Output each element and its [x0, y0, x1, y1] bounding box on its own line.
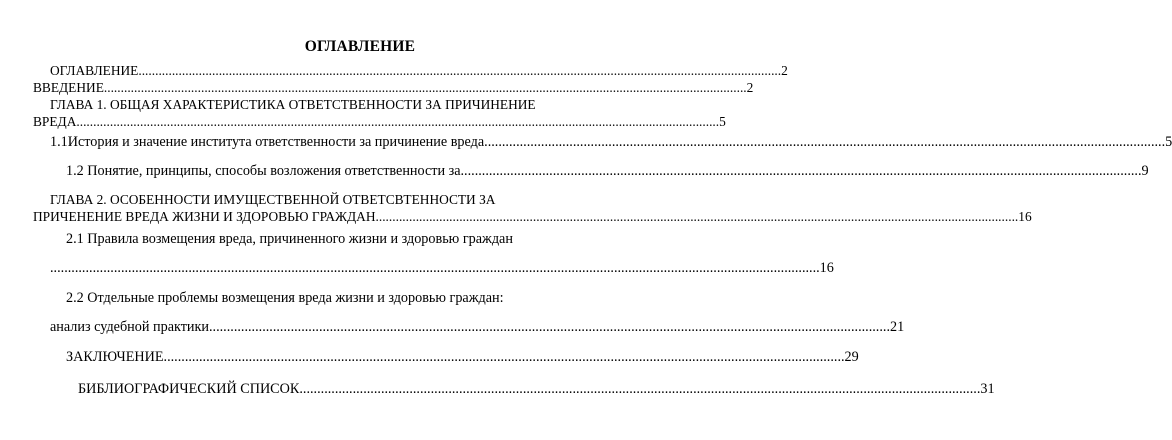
toc-entry-conclusion[interactable]	[66, 349, 859, 365]
toc-entry-chapter1[interactable]	[33, 114, 726, 130]
toc-entry-section-1-1[interactable]	[50, 134, 1172, 150]
toc-dot-leader: .........................................................................................................................................................................................................................	[50, 260, 820, 276]
toc-entry-introduction[interactable]	[33, 80, 754, 96]
toc-entry-label: БИБЛИОГРАФИЧЕСКИЙ СПИСОК	[78, 381, 300, 397]
toc-title: ОГЛАВЛЕНИЕ	[304, 38, 416, 55]
toc-entry-section-2-1-line1[interactable]: 2.1 Правила возмещения вреда, причиненного жизни и здоровью граждан	[66, 231, 513, 247]
toc-dot-leader: ................................................................................................................................................................................................	[484, 134, 1166, 150]
toc-entry-label: ВВЕДЕНИЕ	[33, 80, 104, 95]
toc-entry-section-1-2[interactable]	[66, 163, 1149, 179]
toc-dot-leader: ................................................................................................................................................................................................	[460, 163, 1142, 179]
toc-dot-leader: ................................................................................................................................................................................................	[76, 114, 720, 129]
toc-page-number: 5	[719, 114, 726, 129]
toc-entry-bibliography[interactable]	[78, 381, 995, 397]
toc-entry-label: 1.2 Понятие, принципы, способы возложения ответственности за	[66, 163, 461, 179]
toc-dot-leader: ................................................................................................................................................................................................	[163, 349, 845, 365]
toc-page-number: 2	[781, 63, 788, 78]
toc-entry-label: ПРИЧЕНЕНИЕ ВРЕДА ЖИЗНИ И ЗДОРОВЬЮ ГРАЖДАН	[33, 209, 376, 224]
toc-entry-label: ОГЛАВЛЕНИЕ	[50, 63, 139, 78]
toc-entry-label: анализ судебной практики	[50, 319, 209, 335]
toc-page-number: 29	[844, 349, 859, 365]
toc-entry-chapter2[interactable]	[33, 209, 1032, 225]
toc-page-number: 2	[746, 80, 754, 95]
toc-dot-leader: ................................................................................................................................................................................................	[299, 381, 981, 397]
toc-dot-leader: ................................................................................................................................................................................................	[138, 63, 782, 78]
toc-entry-chapter1-line1[interactable]: ГЛАВА 1. ОБЩАЯ ХАРАКТЕРИСТИКА ОТВЕТСТВЕННОСТИ ЗА ПРИЧИНЕНИЕ	[50, 97, 536, 112]
toc-dot-leader: ................................................................................................................................................................................................	[375, 209, 1019, 224]
toc-entry-chapter2-line1[interactable]: ГЛАВА 2. ОСОБЕННОСТИ ИМУЩЕСТВЕННОЙ ОТВЕТСВТЕННОСТИ ЗА	[50, 192, 496, 207]
toc-page-number: 16	[819, 260, 834, 276]
toc-entry-label: История и значение института ответственности за причинение вреда	[67, 134, 485, 150]
toc-dot-leader: ................................................................................................................................................................................................	[208, 319, 890, 335]
toc-entry-contents[interactable]	[50, 63, 788, 79]
toc-entry-section-2-2-line1[interactable]: 2.2 Отдельные проблемы возмещения вреда жизни и здоровью граждан:	[66, 290, 504, 306]
toc-entry-section-2-1[interactable]	[50, 260, 834, 276]
toc-dot-leader: ................................................................................................................................................................................................	[103, 80, 747, 95]
toc-page-number: 9	[1141, 163, 1149, 179]
toc-page-number: 16	[1018, 209, 1032, 224]
toc-entry-label: ЗАКЛЮЧЕНИЕ	[66, 349, 164, 365]
toc-entry-section-2-2[interactable]	[50, 319, 905, 335]
toc-section-number: 1.1	[50, 134, 68, 150]
toc-page-number: 21	[889, 319, 905, 335]
toc-page-number: 5	[1165, 134, 1172, 150]
toc-page-number: 31	[980, 381, 995, 397]
toc-entry-label: ВРЕДА	[33, 114, 77, 129]
